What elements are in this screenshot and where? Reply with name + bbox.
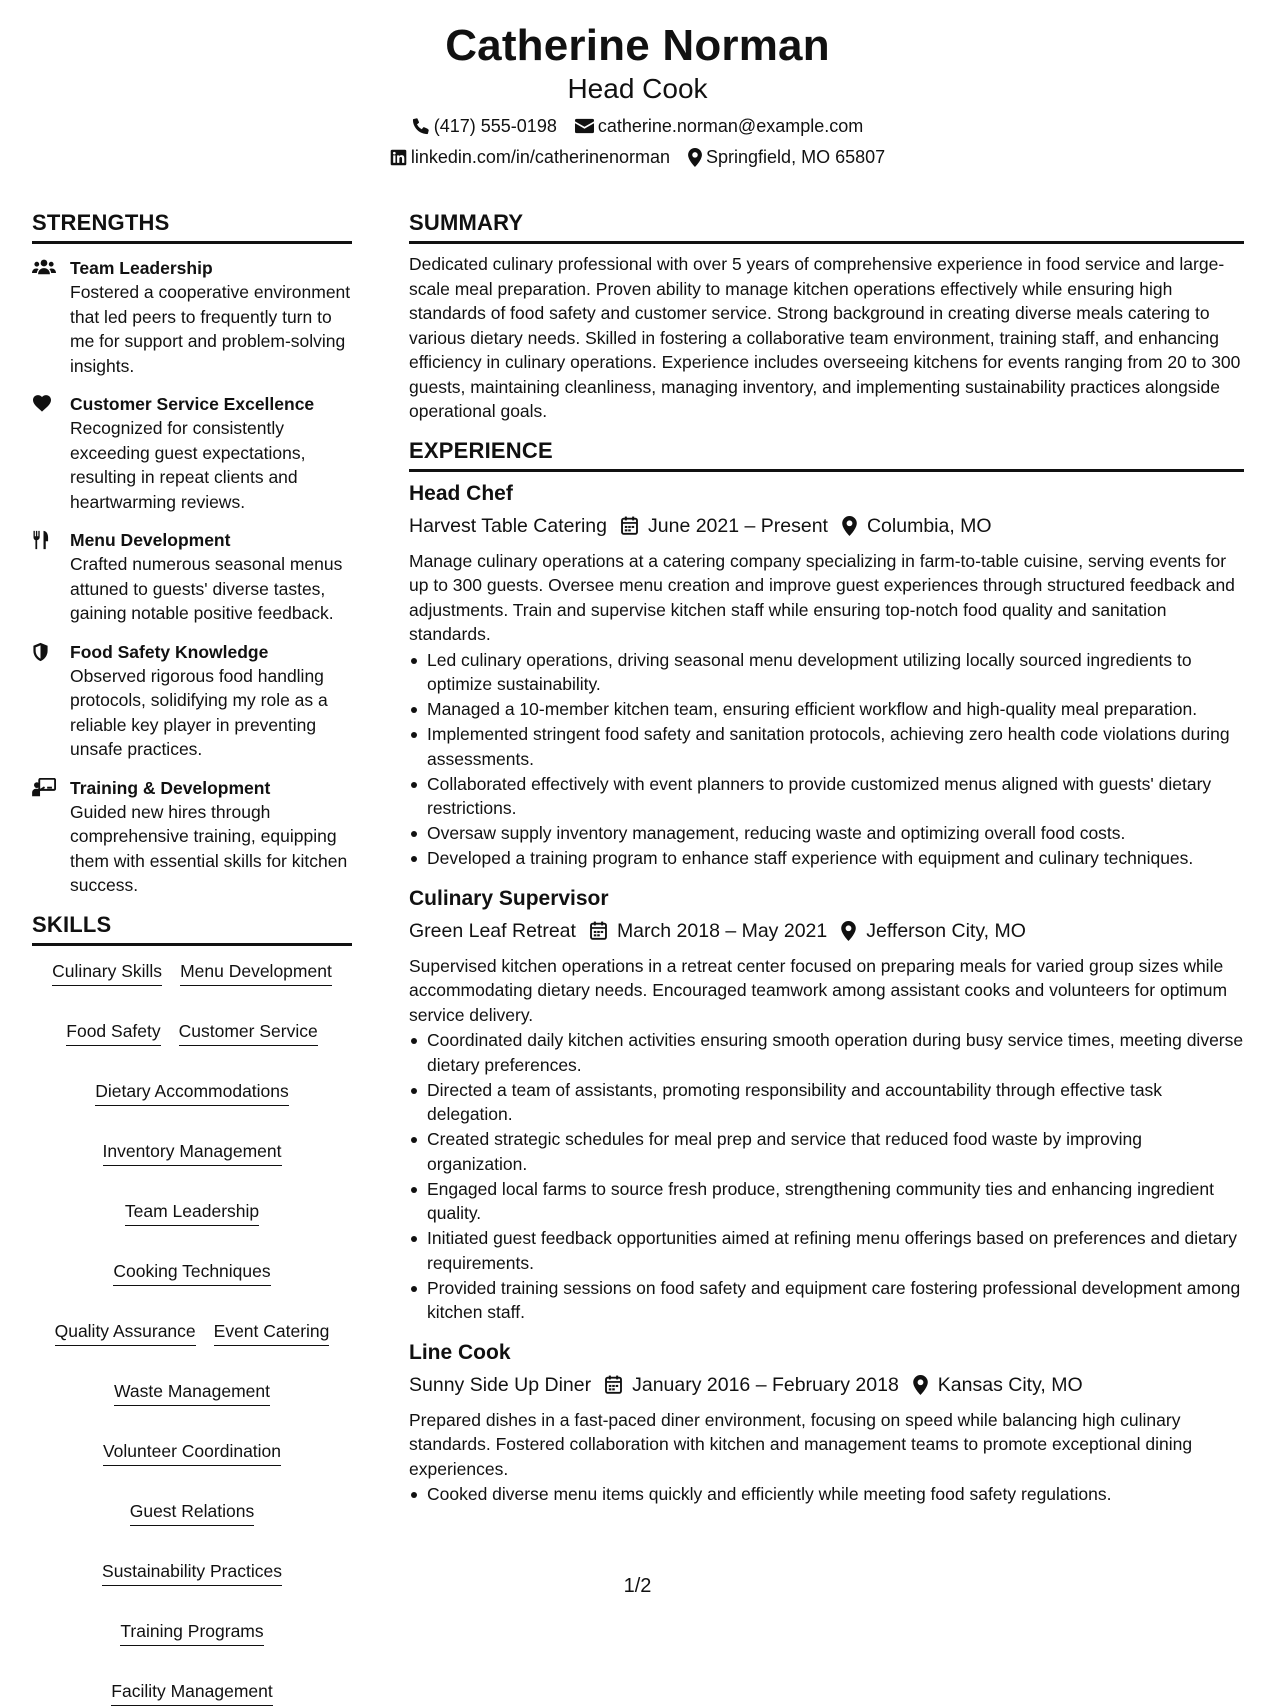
list-item: Cooked diverse menu items quickly and efficiently while meeting food safety regulations. bbox=[427, 1482, 1244, 1507]
strength-item bbox=[32, 640, 352, 762]
skill-tag: Sustainability Practices bbox=[102, 1560, 282, 1586]
skill-tag: Inventory Management bbox=[103, 1140, 282, 1166]
summary-section bbox=[409, 210, 1244, 424]
map-pin-icon bbox=[688, 148, 702, 167]
calendar-icon bbox=[621, 516, 638, 535]
strength-description: Crafted numerous seasonal menus attuned to guests' diverse tastes, gaining notable positive feedback. bbox=[70, 554, 343, 623]
job-description: Prepared dishes in a fast-paced diner environment, focusing on speed while balancing high culinary standards. Fostered collaboration with kitchen and management teams to promote exceptional dining experiences. bbox=[409, 1409, 1193, 1479]
skill-tag: Dietary Accommodations bbox=[95, 1080, 289, 1106]
skill-tag: Waste Management bbox=[114, 1380, 270, 1406]
job-company: Harvest Table Catering bbox=[409, 514, 607, 537]
strengths-list bbox=[32, 256, 352, 898]
calendar-icon bbox=[605, 1375, 622, 1394]
list-item: Initiated guest feedback opportunities aimed at refining menu offerings based on preferences and dietary requirements. bbox=[427, 1226, 1244, 1275]
skill-tag: Volunteer Coordination bbox=[103, 1440, 281, 1466]
list-item: Oversaw supply inventory management, reducing waste and optimizing overall food costs. bbox=[427, 821, 1244, 846]
job-company: Sunny Side Up Diner bbox=[409, 1373, 592, 1396]
job-dates: March 2018 – May 2021 bbox=[590, 917, 827, 945]
candidate-name: Catherine Norman bbox=[445, 21, 830, 70]
users-icon bbox=[32, 256, 70, 281]
resume-header bbox=[0, 20, 1275, 168]
list-item: Collaborated effectively with event planners to provide customized menus aligned with guests' dietary restrictions. bbox=[427, 772, 1244, 821]
contact-location bbox=[688, 146, 885, 168]
experience-section bbox=[409, 438, 1244, 1507]
strength-title: Customer Service Excellence bbox=[70, 394, 315, 414]
contact-row-1 bbox=[0, 115, 1275, 137]
job-description: Supervised kitchen operations in a retreat center focused on preparing meals for varied group sizes while accommodating dietary needs. Encouraged teamwork among assistant cooks and volunteers for optimum service delivery. bbox=[409, 955, 1228, 1025]
shield-icon bbox=[32, 640, 70, 667]
job-entry bbox=[409, 885, 1244, 1325]
job-entry bbox=[409, 1339, 1244, 1507]
list-item: Managed a 10-member kitchen team, ensuring efficient workflow and high-quality meal preparation. bbox=[427, 697, 1244, 722]
job-meta bbox=[409, 1371, 1244, 1399]
skill-tag: Cooking Techniques bbox=[113, 1260, 270, 1286]
job-company: Green Leaf Retreat bbox=[409, 919, 576, 942]
job-dates: June 2021 – Present bbox=[621, 512, 828, 540]
skill-tag: Team Leadership bbox=[125, 1200, 259, 1226]
skill-tag: Facility Management bbox=[111, 1680, 272, 1706]
skill-tag: Quality Assurance bbox=[55, 1320, 196, 1346]
skill-tag: Customer Service bbox=[179, 1020, 318, 1046]
strength-title: Food Safety Knowledge bbox=[70, 641, 269, 662]
list-item: Directed a team of assistants, promoting responsibility and accountability through effective task delegation. bbox=[427, 1078, 1244, 1127]
job-meta bbox=[409, 512, 1244, 540]
summary-heading: SUMMARY bbox=[409, 210, 1244, 244]
strength-description: Fostered a cooperative environment that led peers to frequently turn to me for support and problem-solving insights. bbox=[70, 282, 351, 376]
job-location: Kansas City, MO bbox=[913, 1371, 1083, 1399]
list-item: Provided training sessions on food safety and equipment care fostering professional development among kitchen staff. bbox=[427, 1276, 1244, 1325]
linkedin-icon bbox=[390, 149, 407, 166]
location-text: Springfield, MO 65807 bbox=[706, 147, 886, 167]
calendar-icon bbox=[590, 921, 607, 940]
teacher-icon bbox=[32, 776, 70, 802]
strengths-section bbox=[32, 210, 352, 898]
strength-item bbox=[32, 528, 352, 626]
contact-phone bbox=[412, 115, 557, 137]
skill-tag: Event Catering bbox=[214, 1320, 330, 1346]
skill-tag: Food Safety bbox=[66, 1020, 160, 1046]
contact-linkedin[interactable] bbox=[390, 146, 670, 168]
left-column bbox=[32, 210, 352, 1706]
map-pin-icon bbox=[842, 516, 857, 536]
right-column bbox=[409, 210, 1244, 1507]
strength-description: Observed rigorous food handling protocols, solidifying my role as a reliable key player in preventing unsafe practices. bbox=[70, 665, 328, 759]
skill-tag: Guest Relations bbox=[130, 1500, 255, 1526]
job-entry bbox=[409, 480, 1244, 871]
strength-title: Training & Development bbox=[70, 777, 271, 798]
job-bullets bbox=[409, 1028, 1244, 1325]
strength-description: Guided new hires through comprehensive training, equipping them with essential skills for kitchen success. bbox=[70, 801, 348, 895]
phone-text: (417) 555-0198 bbox=[433, 116, 557, 136]
email-text: catherine.norman@example.com bbox=[597, 116, 864, 136]
map-pin-icon bbox=[913, 1375, 928, 1395]
candidate-title: Head Cook bbox=[567, 73, 708, 104]
strength-description: Recognized for consistently exceeding guest expectations, resulting in repeat clients and heartwarming reviews. bbox=[70, 418, 306, 512]
contact-email[interactable] bbox=[575, 115, 863, 137]
list-item: Engaged local farms to source fresh produce, strengthening community ties and enhancing ingredient quality. bbox=[427, 1177, 1244, 1226]
summary-text: Dedicated culinary professional with over 5 years of comprehensive experience in food service and large-scale meal preparation. Proven ability to manage kitchen operations effectively while ensuring high standards of food safety and customer service. Strong background in creating diverse meals catering to various dietary needs. Skilled in fostering a collaborative team environment, training staff, and enhancing efficiency in culinary operations. Experience includes overseeing kitchens for events ranging from 20 to 300 guests, maintaining cleanliness, managing inventory, and implementing sustainability practices alongside operational goals. bbox=[409, 254, 1241, 421]
strength-title: Menu Development bbox=[70, 530, 231, 550]
job-location: Columbia, MO bbox=[842, 512, 992, 540]
job-location: Jefferson City, MO bbox=[841, 917, 1026, 945]
job-role: Culinary Supervisor bbox=[409, 886, 609, 910]
skill-tag: Menu Development bbox=[180, 960, 332, 986]
skills-heading: SKILLS bbox=[32, 912, 352, 946]
page-number: 1/2 bbox=[623, 1575, 652, 1597]
job-meta bbox=[409, 917, 1244, 945]
experience-heading: EXPERIENCE bbox=[409, 438, 1244, 472]
job-dates: January 2016 – February 2018 bbox=[605, 1371, 899, 1399]
job-bullets bbox=[409, 648, 1244, 871]
list-item: Created strategic schedules for meal prep and service that reduced food waste by improving organization. bbox=[427, 1127, 1244, 1176]
utensils-icon bbox=[32, 528, 70, 555]
job-role: Line Cook bbox=[409, 1340, 511, 1364]
heart-icon bbox=[32, 392, 70, 417]
strength-title: Team Leadership bbox=[70, 258, 213, 278]
envelope-icon bbox=[575, 118, 594, 134]
skill-tag: Training Programs bbox=[120, 1620, 263, 1646]
list-item: Led culinary operations, driving seasonal menu development utilizing locally sourced ingredients to optimize sustainability. bbox=[427, 648, 1244, 697]
job-description: Manage culinary operations at a catering company specializing in farm-to-table cuisine, serving events for up to 300 guests. Oversee menu creation and improve guest experiences through structured feedback and adjustments. Train and supervise kitchen staff while ensuring top-notch food quality and sanitation standards. bbox=[409, 550, 1235, 644]
job-bullets bbox=[409, 1482, 1244, 1507]
linkedin-text: linkedin.com/in/catherinenorman bbox=[410, 147, 671, 167]
strength-item bbox=[32, 776, 352, 898]
strength-item bbox=[32, 256, 352, 378]
list-item: Coordinated daily kitchen activities ensuring smooth operation during busy service times, meeting diverse dietary preferences. bbox=[427, 1028, 1244, 1077]
list-item: Implemented stringent food safety and sanitation protocols, achieving zero health code violations during assessments. bbox=[427, 722, 1244, 771]
contact-row-2 bbox=[0, 146, 1275, 168]
skill-tag: Culinary Skills bbox=[52, 960, 162, 986]
phone-icon bbox=[412, 117, 430, 135]
strength-item bbox=[32, 392, 352, 514]
job-role: Head Chef bbox=[409, 481, 513, 505]
list-item: Developed a training program to enhance staff experience with equipment and culinary techniques. bbox=[427, 846, 1244, 871]
strengths-heading: STRENGTHS bbox=[32, 210, 352, 244]
map-pin-icon bbox=[841, 921, 856, 941]
